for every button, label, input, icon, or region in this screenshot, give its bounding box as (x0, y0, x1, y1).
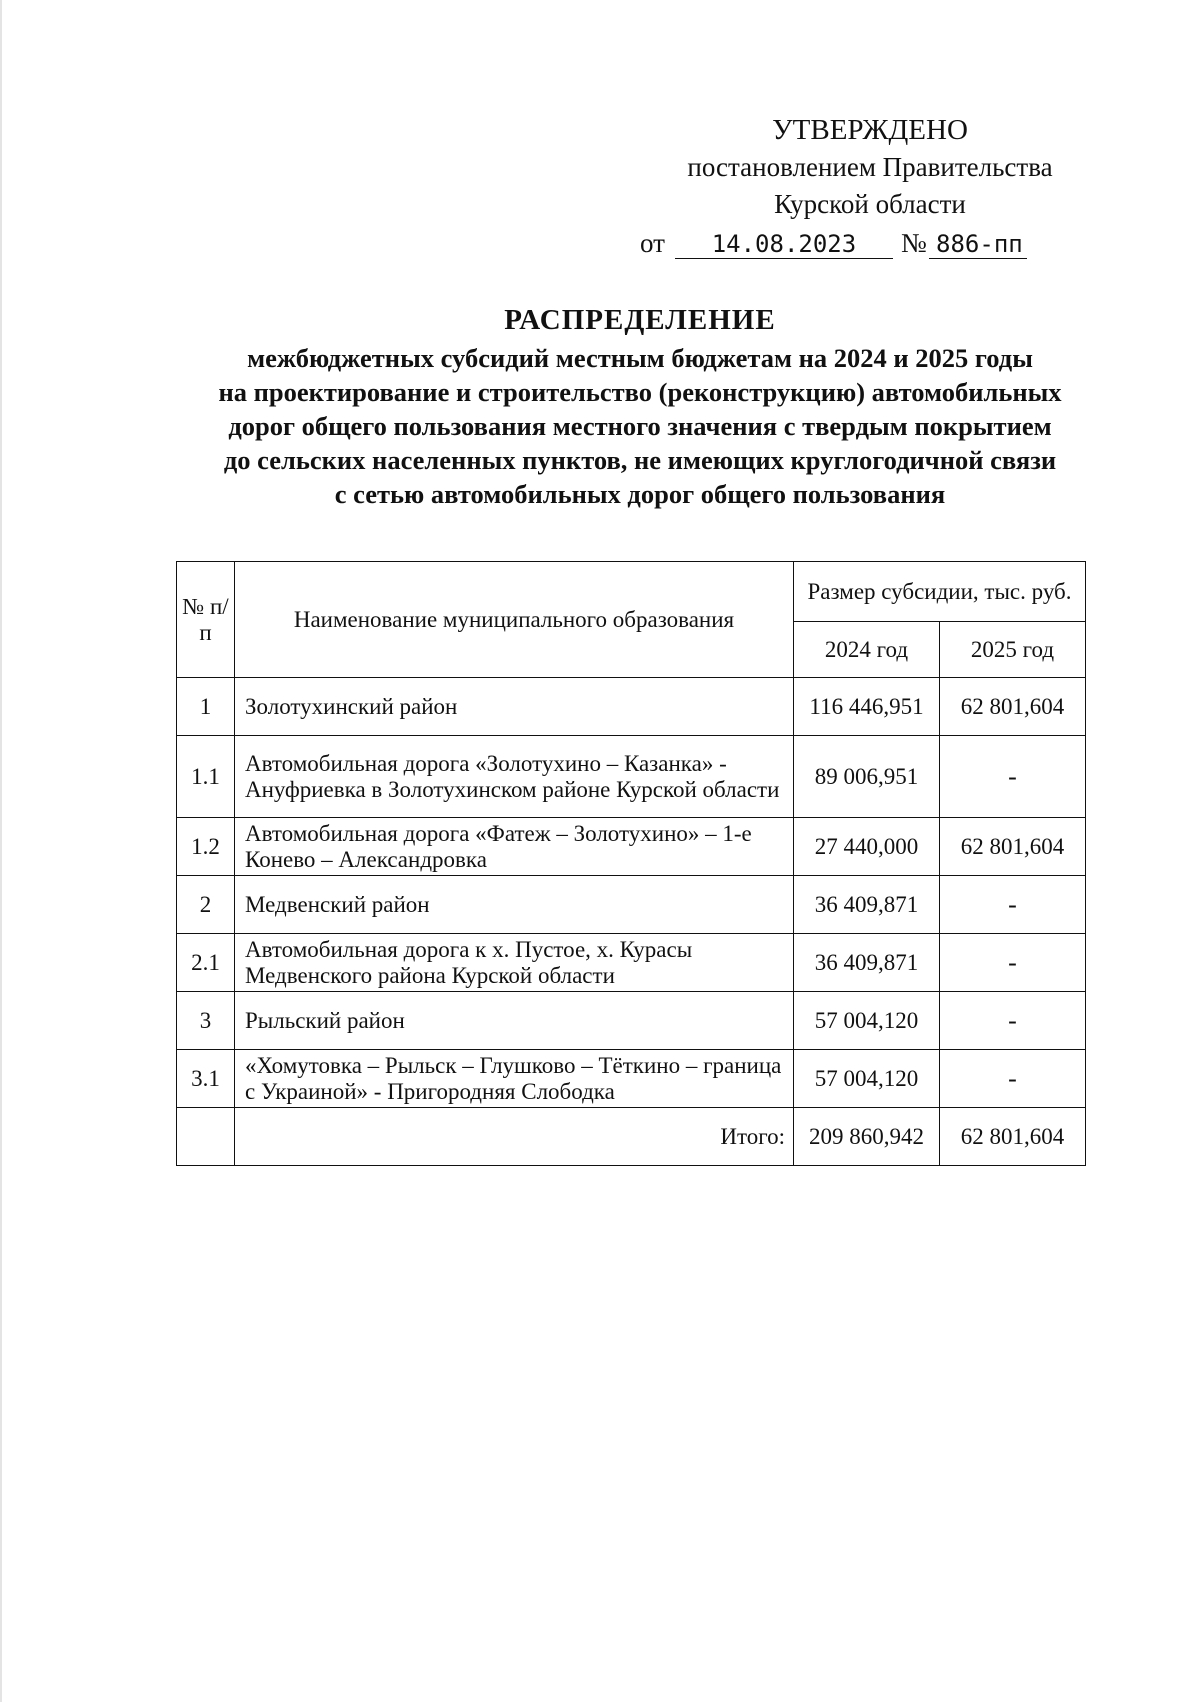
number-prefix: № (900, 228, 927, 258)
document-title (120, 300, 1160, 510)
row-num: 2.1 (177, 934, 235, 992)
title-line-3: дорог общего пользования местного значения с твердым покрытием (228, 411, 1052, 441)
table-row (177, 876, 1086, 934)
date-prefix: от (640, 228, 665, 258)
row-num: 1.1 (177, 736, 235, 818)
table-row (177, 1050, 1086, 1108)
title-line-1: межбюджетных субсидий местным бюджетам на 2024 и 2025 годы (247, 343, 1033, 373)
row-2025: - (940, 876, 1086, 934)
row-2024: 36 409,871 (794, 934, 940, 992)
row-2025: 62 801,604 (940, 818, 1086, 876)
row-2024: 57 004,120 (794, 992, 940, 1050)
row-name: «Хомутовка – Рыльск – Глушково – Тёткино – граница с Украиной» - Пригородняя Слободка (235, 1050, 794, 1108)
approval-line-1: постановлением Правительства (687, 152, 1053, 182)
total-2025: 62 801,604 (940, 1108, 1086, 1166)
row-2025: - (940, 992, 1086, 1050)
header-name: Наименование муниципального образования (235, 562, 794, 678)
table-row (177, 992, 1086, 1050)
header-year-2024: 2024 год (794, 622, 940, 678)
approval-stamp (640, 112, 1100, 262)
resolution-date: 14.08.2023 (675, 230, 893, 259)
row-num: 3 (177, 992, 235, 1050)
header-amount: Размер субсидии, тыс. руб. (794, 562, 1086, 622)
table-total-row (177, 1108, 1086, 1166)
row-name: Автомобильная дорога «Золотухино – Казанка» - Ануфриевка в Золотухинском районе Курской области (235, 736, 794, 818)
row-name: Рыльский район (235, 992, 794, 1050)
title-main: РАСПРЕДЕЛЕНИЕ (504, 304, 776, 336)
row-2024: 36 409,871 (794, 876, 940, 934)
table-row (177, 818, 1086, 876)
header-num: № п/п (177, 562, 235, 678)
row-num: 2 (177, 876, 235, 934)
row-name: Автомобильная дорога «Фатеж – Золотухино» – 1-е Конево – Александровка (235, 818, 794, 876)
row-2024: 27 440,000 (794, 818, 940, 876)
row-num: 3.1 (177, 1050, 235, 1108)
title-line-5: с сетью автомобильных дорог общего пользования (334, 479, 946, 509)
row-2024: 89 006,951 (794, 736, 940, 818)
total-label: Итого: (235, 1108, 794, 1166)
table-row (177, 934, 1086, 992)
scan-edge (0, 0, 2, 1702)
row-2024: 57 004,120 (794, 1050, 940, 1108)
title-line-2: на проектирование и строительство (реконструкцию) автомобильных (218, 377, 1062, 407)
total-num-empty (177, 1108, 235, 1166)
title-line-4: до сельских населенных пунктов, не имеющих круглогодичной связи (223, 445, 1057, 475)
total-2024: 209 860,942 (794, 1108, 940, 1166)
row-name: Медвенский район (235, 876, 794, 934)
row-num: 1.2 (177, 818, 235, 876)
row-2025: - (940, 736, 1086, 818)
approval-line-2: Курской области (774, 189, 966, 219)
row-name: Золотухинский район (235, 678, 794, 736)
row-2025: - (940, 1050, 1086, 1108)
row-2024: 116 446,951 (794, 678, 940, 736)
approval-heading: УТВЕРЖДЕНО (772, 114, 968, 146)
header-year-2025: 2025 год (940, 622, 1086, 678)
table-row (177, 678, 1086, 736)
registration-line (640, 225, 1100, 262)
subsidy-distribution-table (176, 561, 1086, 1166)
table-row (177, 736, 1086, 818)
row-2025: 62 801,604 (940, 678, 1086, 736)
row-2025: - (940, 934, 1086, 992)
row-num: 1 (177, 678, 235, 736)
table-header-row (177, 562, 1086, 622)
row-name: Автомобильная дорога к х. Пустое, х. Курасы Медвенского района Курской области (235, 934, 794, 992)
resolution-number: 886-пп (929, 230, 1027, 259)
